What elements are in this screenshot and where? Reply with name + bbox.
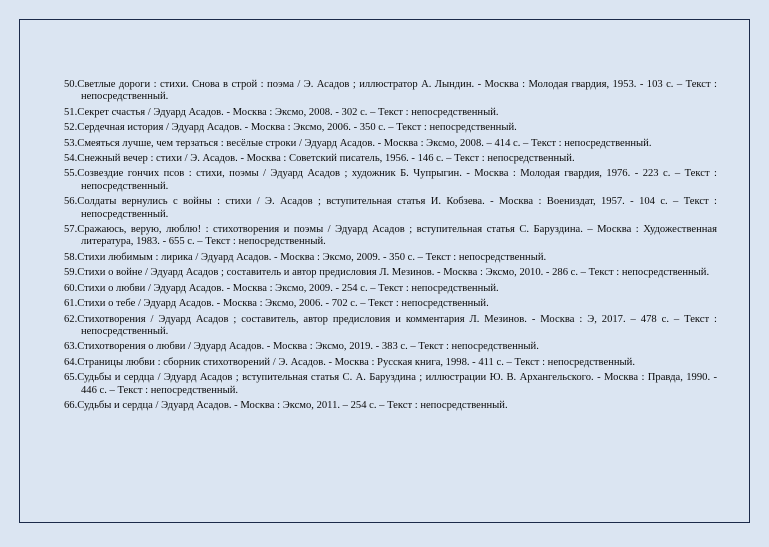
bibliography-entry (64, 298, 717, 310)
entry-number: 52. (64, 122, 78, 134)
bibliography-entry (64, 314, 717, 339)
entry-text: Солдаты вернулись с войны : стихи / Э. Асадов ; вступительная статья И. Кобзева. - Москва : Воениздат, 1957. - 104 с. – Текст : непосредственный. (77, 196, 717, 220)
entry-text: Страницы любви : сборник стихотворений / Э. Асадов. - Москва : Русская книга, 1998. - 411 с. – Текст : непосредственный. (77, 356, 635, 368)
entry-text: Стихи любимым : лирика / Эдуард Асадов. - Москва : Эксмо, 2009. - 350 с. – Текст : непосредственный. (77, 251, 547, 263)
bibliography-entry (64, 341, 717, 353)
entry-text: Стихотворения / Эдуард Асадов ; составитель, автор предисловия и комментария Л. Мезинов. - Москва : Э, 2017. – 478 с. – Текст : непосредственный. (77, 313, 717, 337)
entry-number: 63. (64, 341, 78, 353)
bibliography-entry (64, 138, 717, 150)
entry-text: Снежный вечер : стихи / Э. Асадов. - Москва : Советский писатель, 1956. - 146 с. – Текст : непосредственный. (77, 153, 575, 165)
bibliography-entry (64, 122, 717, 134)
entry-number: 61. (64, 298, 78, 310)
entry-text: Созвездие гончих псов : стихи, поэмы / Эдуард Асадов ; художник Б. Чупрыгин. - Москва : Молодая гвардия, 1976. - 223 с. – Текст : непосредственный. (77, 168, 717, 192)
entry-number: 62. (64, 313, 78, 325)
entry-number: 51. (64, 106, 78, 118)
bibliography-entry (64, 252, 717, 264)
entry-number: 53. (64, 137, 78, 149)
entry-text: Светлые дороги : стихи. Снова в строй : поэма / Э. Асадов ; иллюстратор А. Лындин. - Москва : Молодая гвардия, 1953. - 103 с. – Текст : непосредственный. (77, 79, 717, 103)
bibliography-entry (64, 153, 717, 165)
entry-number: 64. (64, 356, 78, 368)
entry-number: 66. (64, 399, 78, 411)
bibliography-entry (64, 168, 717, 193)
entry-number: 57. (64, 224, 78, 236)
entry-number: 55. (64, 168, 78, 180)
entry-text: Стихи о войне / Эдуард Асадов ; составитель и автор предисловия Л. Мезинов. - Москва : Эксмо, 2010. - 286 с. – Текст : непосредственный. (77, 267, 710, 279)
entry-number: 56. (64, 196, 78, 208)
entry-text: Стихи о тебе / Эдуард Асадов. - Москва : Эксмо, 2006. - 702 с. – Текст : непосредственный. (77, 298, 489, 310)
bibliography-entry (64, 267, 717, 279)
bibliography-entry (64, 107, 717, 119)
bibliography-entry (64, 224, 717, 249)
entry-text: Секрет счастья / Эдуард Асадов. - Москва : Эксмо, 2008. - 302 с. – Текст : непосредственный. (77, 106, 499, 118)
entry-number: 54. (64, 153, 78, 165)
bibliography-entry (64, 372, 717, 397)
entry-text: Стихи о любви / Эдуард Асадов. - Москва : Эксмо, 2009. - 254 с. – Текст : непосредственный. (77, 282, 499, 294)
entry-text: Судьбы и сердца / Эдуард Асадов. - Москва : Эксмо, 2011. – 254 с. – Текст : непосредственный. (77, 399, 508, 411)
entry-number: 50. (64, 79, 78, 90)
bibliography-entry (64, 79, 717, 104)
entry-number: 65. (64, 372, 78, 384)
bibliography-entry (64, 357, 717, 369)
bibliography-entry (64, 283, 717, 295)
entry-text: Стихотворения о любви / Эдуард Асадов. - Москва : Эксмо, 2019. - 383 с. – Текст : непосредственный. (77, 341, 539, 353)
bibliography-list (64, 79, 717, 415)
entry-number: 60. (64, 282, 78, 294)
entry-number: 58. (64, 251, 78, 263)
entry-text: Судьбы и сердца / Эдуард Асадов ; вступительная статья С. А. Баруздина ; иллюстрации Ю. В. Архангельского. - Москва : Правда, 1990. - 446 с. – Текст : непосредственный. (77, 372, 717, 396)
entry-text: Сражаюсь, верую, люблю! : стихотворения и поэмы / Эдуард Асадов ; вступительная статья С. Баруздина. – Москва : Художественная литература, 1983. - 655 с. – Текст : непосредственный. (77, 224, 717, 248)
entry-number: 59. (64, 267, 78, 279)
entry-text: Смеяться лучше, чем терзаться : весёлые строки / Эдуард Асадов. - Москва : Эксмо, 2008. – 414 с. – Текст : непосредственный. (77, 137, 652, 149)
bibliography-entry (64, 400, 717, 412)
entry-text: Сердечная история / Эдуард Асадов. - Москва : Эксмо, 2006. - 350 с. – Текст : непосредственный. (77, 122, 517, 134)
bibliography-entry (64, 196, 717, 221)
